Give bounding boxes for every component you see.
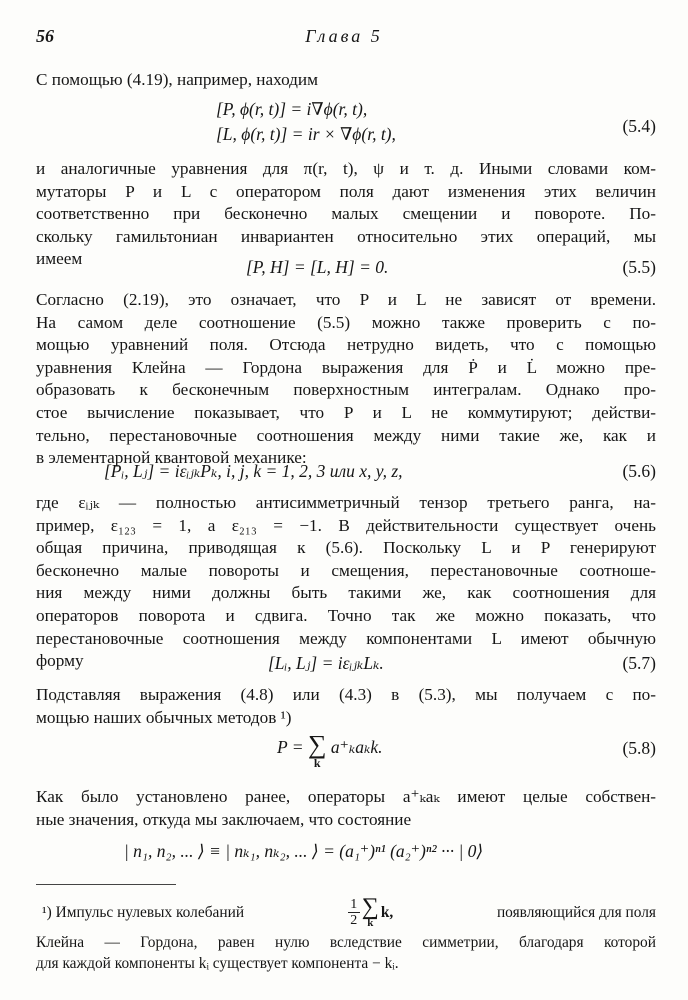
equation-5-4-line-2: [L, ϕ(r, t)] = ir × ∇ϕ(r, t), <box>216 124 396 144</box>
footnote-line-2: Клейна — Гордона, равен нулю вследствие симметрии, благодаря которой <box>36 934 656 951</box>
equation-5-4-line-1: [P, ϕ(r, t)] = i∇ϕ(r, t), <box>216 99 368 119</box>
text-line: тельно, перестановочные соотношения между ними такие же, как и <box>36 425 656 445</box>
equation-number-5-4: (5.4) <box>622 116 656 136</box>
text-line: Как было установлено ранее, операторы a⁺ₖaₖ имеют целые собствен- <box>36 787 656 806</box>
equation-5-5: [P, H] = [L, H] = 0. <box>246 257 389 277</box>
text-line: стое вычисление показывает, что P и L не коммутируют; действи- <box>36 402 656 422</box>
text-line: общая причина, приводящая к (5.6). Поскольку L и P генерируют <box>36 538 656 558</box>
text-line: С помощью (4.19), например, находим <box>36 70 318 89</box>
equation-lhs: P = <box>277 737 304 757</box>
sum-symbol: ∑ <box>361 893 379 920</box>
text-line: ные значения, откуда мы заключаем, что состояние <box>36 809 412 829</box>
fraction-one-half <box>348 897 360 928</box>
footnote-text: появляющийся для поля <box>496 903 656 921</box>
equation-fock-state: | n₁, n₂, ... ⟩ ≡ | nₖ₁, nₖ₂, ... ⟩ = (a₁⁺)ⁿ¹ (a₂⁺)ⁿ² ··· | 0⟩ <box>124 841 484 861</box>
text-line: имеем <box>36 249 83 269</box>
text-line: соответственно при бесконечно малых смещении и повороте. По- <box>36 204 656 224</box>
equation-number-5-5: (5.5) <box>622 257 656 277</box>
footnote-line-1 <box>36 892 656 932</box>
text-line: скольку гамильтониан инвариантен относительно этих операций, мы <box>36 226 656 246</box>
sum-index: k <box>367 916 374 929</box>
paragraph-2 <box>36 158 656 271</box>
paragraph-4 <box>36 492 656 673</box>
footnote-line-3: для каждой компоненты kᵢ существует компонента − kᵢ. <box>36 955 399 972</box>
sum-symbol: ∑ <box>307 730 327 759</box>
page-number: 56 <box>36 26 54 46</box>
page-header <box>36 26 652 50</box>
footnote-formula <box>348 893 394 929</box>
text-line: Подставляя выражения (4.8) или (4.3) в (5.3), мы получаем с по- <box>36 685 656 704</box>
footnote-text: ¹) Импульс нулевых колебаний <box>42 903 245 921</box>
paragraph-5 <box>36 684 656 729</box>
momentum-vector: k, <box>380 903 394 921</box>
text-line: уравнения Клейна — Гордона выражения для Ṗ и L̇ можно пре- <box>36 357 656 377</box>
fraction-denominator: 2 <box>350 912 358 928</box>
text-line: где εᵢⱼₖ — полностью антисимметричный тензор третьего ранга, на- <box>36 493 656 512</box>
text-line: На самом деле соотношение (5.5) можно также проверить с по- <box>36 312 656 332</box>
text-line: Согласно (2.19), это означает, что P и L не зависят от времени. <box>36 290 656 309</box>
footnote <box>36 892 656 974</box>
summation-operator <box>307 730 327 770</box>
text-line: мутаторы P и L с оператором поля дают изменения этих величин <box>36 181 656 201</box>
text-line: и аналогичные уравнения для π(r, t), ψ и т. д. Иными словами ком- <box>36 159 656 178</box>
text-line: ния между ними должны быть такими же, как соотношения для <box>36 583 656 603</box>
equation-number-5-8: (5.8) <box>622 738 656 758</box>
chapter-title: Глава 5 <box>305 26 383 46</box>
text-line: перестановочные соотношения между компонентами L имеют обычную <box>36 628 656 648</box>
text-line: мощью наших обычных методов ¹) <box>36 707 292 727</box>
equation-number-5-7: (5.7) <box>622 653 656 673</box>
footnote-divider <box>36 884 176 885</box>
text-line: мощью уравнений поля. Отсюда нетрудно видеть, что с помощью <box>36 335 656 355</box>
text-line: в элементарной квантовой механике: <box>36 448 307 468</box>
text-line: бесконечно малые повороты и смещения, перестановочные соотноше- <box>36 560 656 580</box>
text-line: операторов поворота и сдвига. Точно так же можно показать, что <box>36 605 656 625</box>
paragraph-6 <box>36 786 656 831</box>
text-line: пример, ε₁₂₃ = 1, а ε₂₁₃ = −1. В действительности существует очень <box>36 515 656 535</box>
equation-rhs: a⁺ₖaₖk. <box>330 737 383 757</box>
paragraph-3 <box>36 289 656 470</box>
text-line: образовать к бесконечным поверхностным интегралам. Однако про- <box>36 380 656 400</box>
equation-5-7: [Lᵢ, Lⱼ] = iεᵢⱼₖLₖ. <box>268 653 384 673</box>
text-line: форму <box>36 651 84 671</box>
sum-index: k <box>313 756 321 770</box>
equation-number-5-6: (5.6) <box>622 461 656 481</box>
equation-5-6: [Pᵢ, Lⱼ] = iεᵢⱼₖPₖ, i, j, k = 1, 2, 3 или x, y, z, <box>104 461 403 481</box>
fraction-numerator: 1 <box>350 896 358 912</box>
equation-5-8 <box>277 730 383 770</box>
paragraph-1 <box>36 69 656 92</box>
summation-operator <box>361 893 379 929</box>
